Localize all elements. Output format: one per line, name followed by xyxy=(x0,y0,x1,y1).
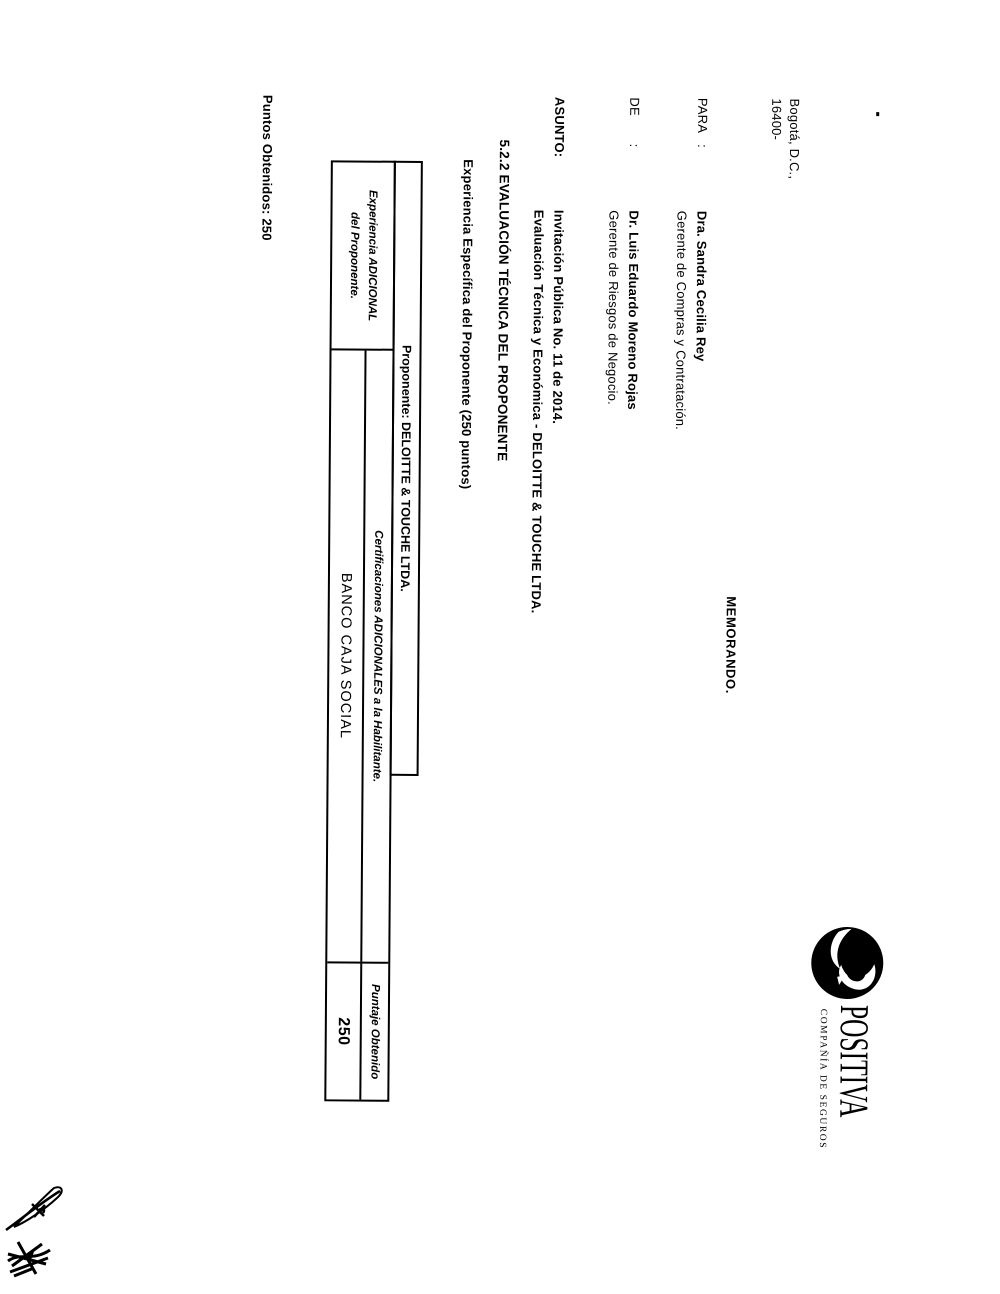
memo-city-line: Bogotá, D.C., xyxy=(786,98,803,180)
table-proponente-header: Proponente: DELOITTE & TOUCHE LTDA. xyxy=(390,161,423,776)
para-label: PARA : xyxy=(694,97,711,148)
asunto-label: ASUNTO: xyxy=(551,96,568,158)
memo-title: MEMORANDO. xyxy=(723,596,739,695)
de-label: DE : xyxy=(626,97,643,148)
col-header-experiencia: Experiencia ADICIONAL del Proponente. xyxy=(332,162,394,350)
scan-noise-dot xyxy=(876,112,879,116)
asunto-line2: Evaluación Técnica y Económica - DELOITTE & TOUCHE LTDA. xyxy=(528,209,547,614)
signature-scribble-icon xyxy=(4,1184,68,1234)
positiva-logo xyxy=(808,925,886,1187)
de-role: Gerente de Riesgos de Negocio. xyxy=(605,210,622,405)
globe-dove-icon xyxy=(809,925,886,1002)
logo-tagline-text: COMPAÑÍA DE SEGUROS xyxy=(816,1008,828,1150)
col-header-certificaciones: Certificaciones ADICIONALES a la Habilitante. xyxy=(360,351,392,962)
section-subheading: Experiencia Específica del Proponente (250 puntos) xyxy=(458,159,476,490)
cell-puntaje-value: 250 xyxy=(335,1017,353,1046)
de-name: Dr. Luis Eduardo Moreno Rojas xyxy=(625,210,642,410)
memo-ref-number: 16400- xyxy=(769,98,785,141)
initials-scribble-icon xyxy=(4,1234,56,1278)
col-header-puntaje: Puntaje Obtenido xyxy=(359,964,388,1100)
puntos-obtenidos-line: Puntos Obtenidos: 250 xyxy=(259,94,276,241)
logo-brand-text: POSITIVA xyxy=(831,1004,878,1118)
evaluation-table xyxy=(324,160,423,1102)
asunto-line1: Invitación Pública No. 11 de 2014. xyxy=(550,209,567,425)
cell-certificacion-value: BANCO CAJA SOCIAL xyxy=(337,572,355,740)
para-name: Dra. Sandra Cecilia Rey xyxy=(693,210,710,362)
section-heading: 5.2.2 EVALUACIÓN TÉCNICA DEL PROPONENTE xyxy=(494,139,513,462)
para-role: Gerente de Compras y Contratación. xyxy=(672,210,690,431)
